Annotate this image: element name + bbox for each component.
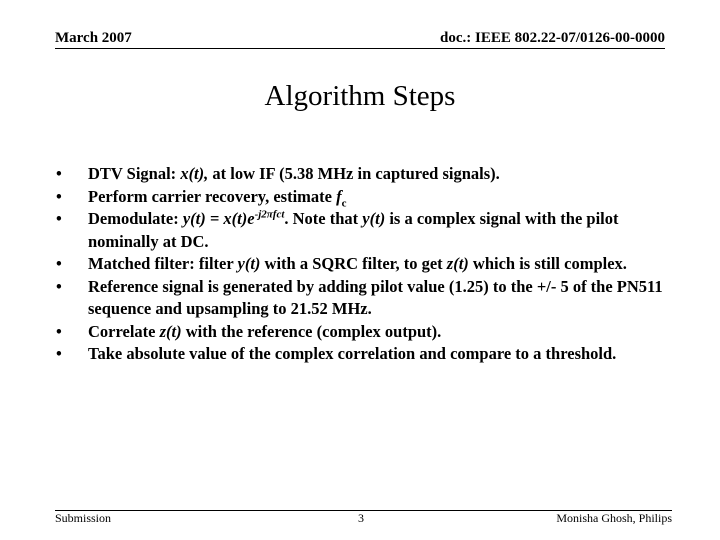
bullet-marker: • — [56, 254, 62, 273]
bullet-text: with a SQRC filter, to get — [260, 254, 447, 273]
bullet-text: with the reference (complex output). — [181, 321, 442, 341]
bullet-item — [56, 163, 668, 186]
bullet-text: Take absolute value of the complex correlation and compare to a threshold. — [88, 344, 617, 363]
bullet-text: Correlate — [88, 321, 160, 341]
math-expression: z(t) — [159, 321, 182, 341]
bullet-marker: • — [56, 164, 62, 183]
bullet-item — [56, 208, 668, 253]
bullet-marker: • — [56, 276, 62, 296]
math-superscript: -j2πfct — [254, 208, 285, 221]
math-expression: x(t), — [180, 164, 209, 183]
math-expression: z(t) — [446, 254, 469, 273]
bullet-text: DTV Signal: — [88, 164, 181, 183]
bullet-text: . Note that — [284, 209, 363, 228]
bullet-item — [56, 321, 668, 344]
footer-submission: Submission — [55, 511, 112, 525]
math-expression: y(t) — [237, 254, 261, 273]
math-expression: y(t) — [362, 209, 386, 228]
bullet-text: which is still complex. — [468, 254, 627, 273]
math-expression: f — [336, 186, 342, 206]
bullet-marker: • — [56, 186, 62, 206]
bullet-text: Reference signal is generated by adding pilot value (1.25) to the +/- 5 of the PN511 sequence and upsampling to 21.52 MHz. — [88, 276, 663, 318]
math-subscript: c — [341, 196, 347, 209]
bullet-marker: • — [56, 209, 62, 228]
bullet-marker: • — [56, 344, 62, 363]
header-date: March 2007 — [55, 30, 132, 46]
bullet-text: Perform carrier recovery, estimate — [88, 186, 337, 206]
bullet-text: is a complex signal with the pilot nominally at DC. — [88, 209, 619, 251]
bullet-text: Demodulate: — [88, 209, 183, 228]
header-doc-id: doc.: IEEE 802.22-07/0126-00-0000 — [440, 30, 665, 46]
bullet-item — [56, 253, 668, 276]
bullet-item — [56, 276, 668, 321]
page-number: 3 — [358, 511, 364, 525]
slide-title: Algorithm Steps — [264, 80, 456, 112]
bullet-text: Matched filter: filter — [88, 254, 238, 273]
bullet-list — [56, 163, 668, 366]
bullet-item — [56, 186, 668, 209]
bullet-text: at low IF (5.38 MHz in captured signals). — [208, 164, 500, 183]
bullet-marker: • — [56, 321, 62, 341]
header-divider — [55, 48, 665, 49]
math-expression: y(t) = x(t)e — [182, 209, 255, 228]
footer-author: Monisha Ghosh, Philips — [556, 511, 672, 525]
bullet-item — [56, 343, 668, 366]
